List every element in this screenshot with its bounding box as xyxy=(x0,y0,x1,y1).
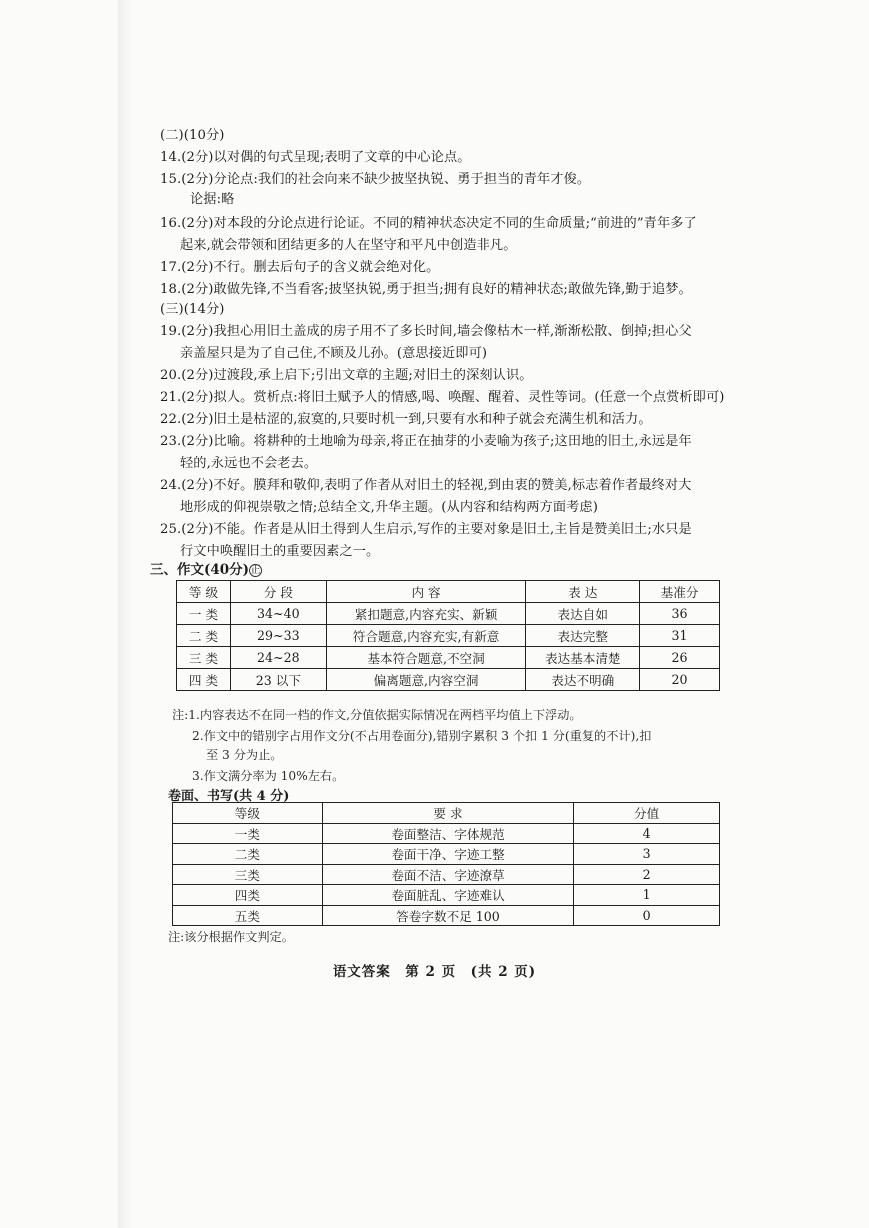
cell-range: 23 以下 xyxy=(230,669,326,691)
essay-grading-table xyxy=(176,580,720,691)
table-row xyxy=(173,864,720,885)
essay-heading xyxy=(150,558,262,578)
essay-note-2: 2.作文中的错别字占用作文分(不占用卷面分),错别字累积 3 个扣 1 分(重复的不计),扣 xyxy=(192,729,652,743)
cell-grade: 三类 xyxy=(173,864,323,885)
cell-content: 偏离题意,内容空洞 xyxy=(326,669,526,691)
header-range: 分 段 xyxy=(230,581,326,603)
essay-heading-text: 三、作文(40分) xyxy=(150,562,250,578)
answer-18: 18.(2分)敢做先锋,不当看客;披坚执锐,勇于担当;拥有良好的精神状态;敢做先锋,勤于追梦。 xyxy=(160,282,692,297)
page-footer: 语文答案 第 2 页 (共 2 页) xyxy=(332,964,537,980)
table-row xyxy=(173,885,720,906)
cell-expression: 表达基本清楚 xyxy=(526,647,640,669)
cell-grade: 二类 xyxy=(173,844,323,865)
cell-base-score: 36 xyxy=(640,603,720,625)
cell-grade: 五类 xyxy=(173,905,323,926)
section-2-heading: (二)(10分) xyxy=(160,128,225,143)
table-row xyxy=(177,647,720,669)
cell-grade: 二 类 xyxy=(177,625,231,647)
header-score: 分值 xyxy=(574,803,720,824)
cell-score: 0 xyxy=(574,905,720,926)
cell-grade: 四 类 xyxy=(177,669,231,691)
cell-score: 4 xyxy=(574,823,720,844)
header-requirement: 要 求 xyxy=(322,803,574,824)
handwriting-note: 注:该分根据作文判定。 xyxy=(168,930,294,944)
cell-expression: 表达完整 xyxy=(526,625,640,647)
answer-14: 14.(2分)以对偶的句式呈现;表明了文章的中心论点。 xyxy=(160,150,471,165)
header-expression: 表 达 xyxy=(526,581,640,603)
table-row xyxy=(173,823,720,844)
cell-base-score: 31 xyxy=(640,625,720,647)
essay-heading-mark: 正 xyxy=(250,565,261,576)
answer-20: 20.(2分)过渡段,承上启下;引出文章的主题;对旧土的深刻认识。 xyxy=(160,368,533,383)
cell-base-score: 20 xyxy=(640,669,720,691)
cell-grade: 四类 xyxy=(173,885,323,906)
answer-24: 24.(2分)不好。膜拜和敬仰,表明了作者从对旧土的轻视,到由衷的赞美,标志着作者最终对大 xyxy=(160,478,692,493)
table-row xyxy=(177,669,720,691)
essay-note-3: 3.作文满分率为 10%左右。 xyxy=(192,769,345,783)
cell-score: 3 xyxy=(574,844,720,865)
header-content: 内 容 xyxy=(326,581,526,603)
table-header-row xyxy=(177,581,720,603)
cell-content: 紧扣题意,内容充实、新颖 xyxy=(326,603,526,625)
table-row xyxy=(177,603,720,625)
section-3-heading: (三)(14分) xyxy=(160,302,225,317)
answer-17: 17.(2分)不行。删去后句子的含义就会绝对化。 xyxy=(160,260,440,275)
answer-19-cont: 亲盖屋只是为了自己住,不顾及儿孙。(意思接近即可) xyxy=(180,346,488,361)
cell-requirement: 卷面不洁、字迹潦草 xyxy=(322,864,574,885)
cell-range: 24~28 xyxy=(230,647,326,669)
cell-range: 29~33 xyxy=(230,625,326,647)
cell-requirement: 答卷字数不足 100 xyxy=(322,905,574,926)
handwriting-grading-table xyxy=(172,802,720,926)
table-row xyxy=(177,625,720,647)
answer-15-evidence: 论据:略 xyxy=(190,192,235,207)
cell-grade: 一 类 xyxy=(177,603,231,625)
answer-23-cont: 轻的,永远也不会老去。 xyxy=(180,456,318,471)
answer-23: 23.(2分)比喻。将耕种的土地喻为母亲,将正在抽芽的小麦喻为孩子;这田地的旧土,永远是年 xyxy=(160,434,692,449)
cell-score: 1 xyxy=(574,885,720,906)
essay-note-1: 注:1.内容表达不在同一档的作文,分值依据实际情况在两档平均值上下浮动。 xyxy=(172,708,582,722)
table-row xyxy=(173,844,720,865)
essay-note-2-cont: 至 3 分为止。 xyxy=(206,748,283,762)
table-row xyxy=(173,905,720,926)
cell-expression: 表达不明确 xyxy=(526,669,640,691)
cell-grade: 三 类 xyxy=(177,647,231,669)
table-header-row xyxy=(173,803,720,824)
scan-shadow xyxy=(118,0,132,1228)
answer-16: 16.(2分)对本段的分论点进行论证。不同的精神状态决定不同的生命质量;“前进的”青年多了 xyxy=(160,216,697,231)
answer-22: 22.(2分)旧土是枯涩的,寂寞的,只要时机一到,只要有水和种子就会充满生机和活力。 xyxy=(160,412,652,427)
cell-content: 符合题意,内容充实,有新意 xyxy=(326,625,526,647)
header-base-score: 基准分 xyxy=(640,581,720,603)
cell-expression: 表达自如 xyxy=(526,603,640,625)
cell-range: 34~40 xyxy=(230,603,326,625)
header-grade: 等 级 xyxy=(177,581,231,603)
cell-base-score: 26 xyxy=(640,647,720,669)
cell-requirement: 卷面脏乱、字迹难认 xyxy=(322,885,574,906)
cell-grade: 一类 xyxy=(173,823,323,844)
answer-15: 15.(2分)分论点:我们的社会向来不缺少披坚执锐、勇于担当的青年才俊。 xyxy=(160,172,591,187)
cell-content: 基本符合题意,不空洞 xyxy=(326,647,526,669)
cell-requirement: 卷面干净、字迹工整 xyxy=(322,844,574,865)
answer-19: 19.(2分)我担心用旧土盖成的房子用不了多长时间,墙会像枯木一样,渐渐松散、倒掉;担心父 xyxy=(160,324,692,339)
answer-25: 25.(2分)不能。作者是从旧土得到人生启示,写作的主要对象是旧土,主旨是赞美旧土;水只是 xyxy=(160,522,692,537)
cell-requirement: 卷面整洁、字体规范 xyxy=(322,823,574,844)
cell-score: 2 xyxy=(574,864,720,885)
header-grade: 等级 xyxy=(173,803,323,824)
answer-25-cont: 行文中唤醒旧土的重要因素之一。 xyxy=(180,544,380,559)
answer-16-cont: 起来,就会带领和团结更多的人在坚守和平凡中创造非凡。 xyxy=(180,238,517,253)
answer-21: 21.(2分)拟人。赏析点:将旧土赋予人的情感,喝、唤醒、醒着、灵性等词。(任意一个点赏析即可) xyxy=(160,390,725,405)
answer-24-cont: 地形成的仰视崇敬之情;总结全文,升华主题。(从内容和结构两方面考虑) xyxy=(180,500,598,515)
handwriting-heading: 卷面、书写(共 4 分) xyxy=(168,789,290,804)
